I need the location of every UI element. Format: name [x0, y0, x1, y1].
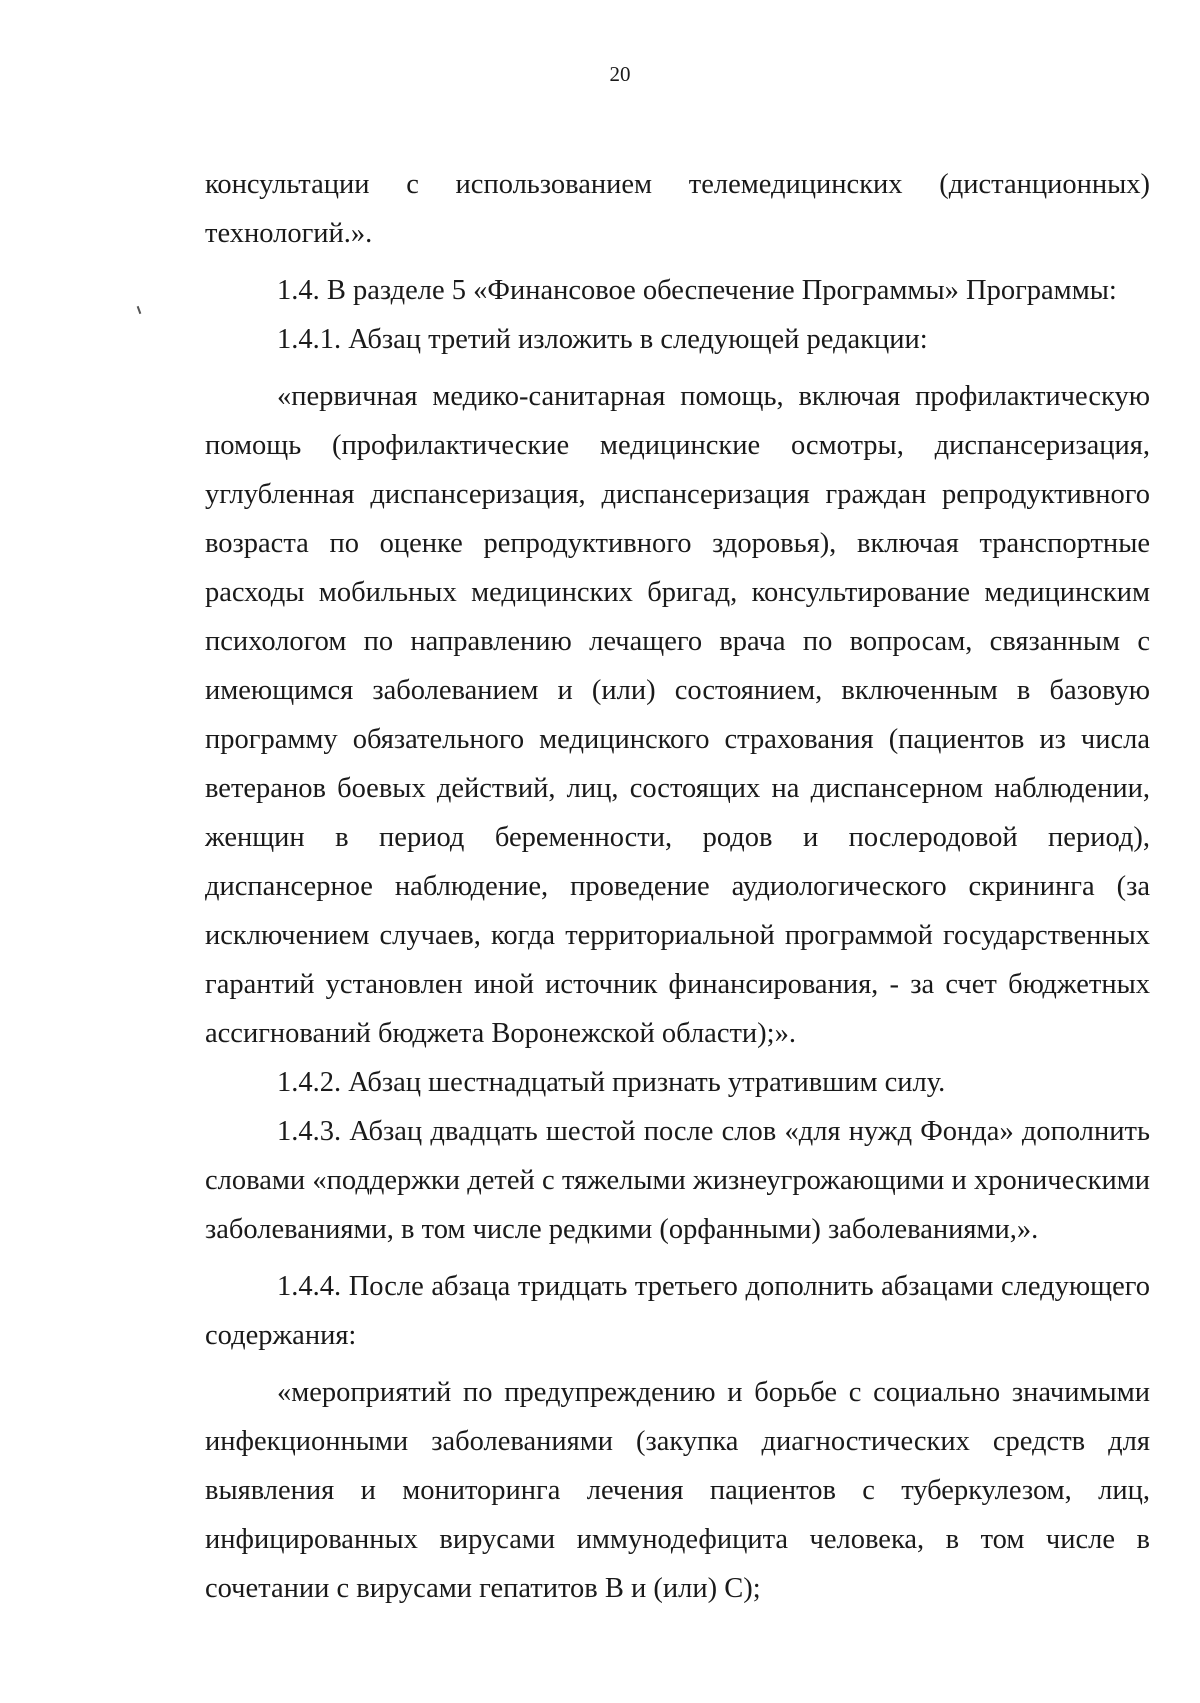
paragraph-1-4-3: 1.4.3. Абзац двадцать шестой после слов «для нужд Фонда» дополнить словами «поддержки детей с тяжелыми жизнеугрожающими и хроническими заболеваниями, в том числе редкими (орфанными) заболеваниями,». — [205, 1116, 1150, 1245]
paragraph-primary-care-quote: «первичная медико-санитарная помощь, включая профилактическую помощь (профилактические медицинские осмотры, диспансеризация, углубленная диспансеризация, диспансеризация граждан репродуктивного возраста по оценке репродуктивного здоровья), включая транспортные расходы мобильных медицинских бригад, консультирование медицинским психологом по направлению лечащего врача по вопросам, связанным с имеющимся заболеванием и (или) состоянием, включенным в базовую программу обязательного медицинского страхования (пациентов из числа ветеранов боевых действий, лиц, состоящих на диспансерном наблюдении, женщин в период беременности, родов и послеродовой период), диспансерное наблюдение, проведение аудиологического скрининга (за исключением случаев, когда территориальной программой государственных гарантий установлен иной источник финансирования, - за счет бюджетных ассигнований бюджета Воронежской области);». — [205, 381, 1150, 1049]
paragraph-1-4-2: 1.4.2. Абзац шестнадцатый признать утратившим силу. — [277, 1067, 946, 1098]
paragraph-1-4-1: 1.4.1. Абзац третий изложить в следующей редакции: — [277, 324, 928, 355]
stray-mark — [137, 306, 142, 314]
document-body — [205, 160, 1150, 1613]
page-number: 20 — [609, 62, 631, 86]
paragraph-1-4: 1.4. В разделе 5 «Финансовое обеспечение Программы» Программы: — [277, 275, 1117, 306]
paragraph-infectious-measures-quote: «мероприятий по предупреждению и борьбе с социально значимыми инфекционными заболеваниями (закупка диагностических средств для выявления и мониторинга лечения пациентов с туберкулезом, лиц, инфицированных вирусами иммунодефицита человека, в том числе в сочетании с вирусами гепатитов В и (или) С); — [205, 1377, 1150, 1604]
paragraph-1-4-4: 1.4.4. После абзаца тридцать третьего дополнить абзацами следующего содержания: — [205, 1271, 1150, 1351]
paragraph-consultations: консультации с использованием телемедицинских (дистанционных) технологий.». — [205, 169, 1150, 249]
